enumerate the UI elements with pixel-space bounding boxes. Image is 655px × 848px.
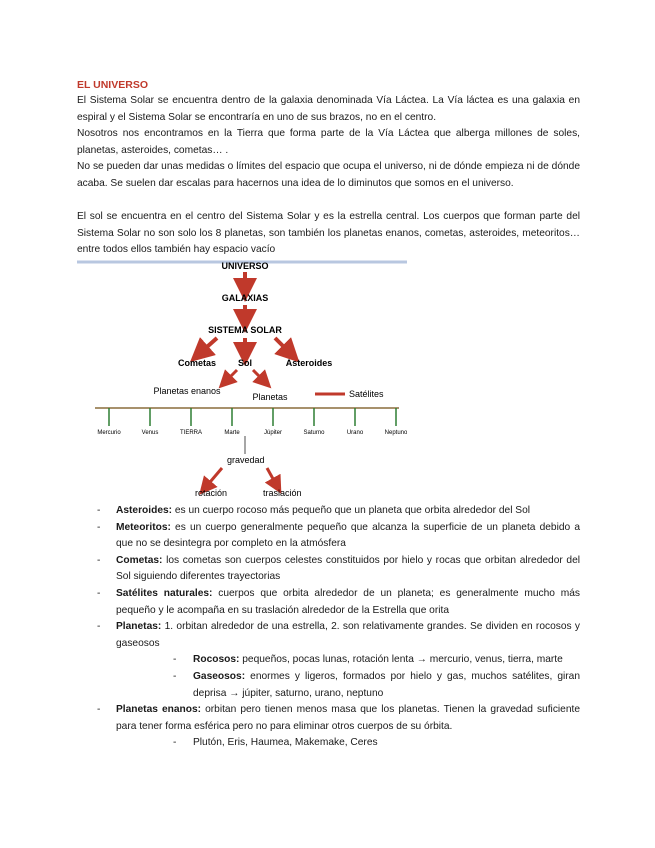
term: Meteoritos	[116, 521, 168, 533]
node-planetas-enanos: Planetas enanos	[153, 386, 221, 396]
dwarf-names: Plutón, Eris, Haumea, Makemake, Ceres	[193, 737, 378, 749]
planet-label: Júpiter	[263, 430, 283, 436]
intro-line-1: El Sistema Solar se encuentra dentro de la galaxia denominada Vía Láctea. La Vía láctea es una galaxia en espiral y el Sistema Solar se encontraría en uno de sus brazos, no en el centro.	[77, 95, 580, 123]
node-sol: Sol	[237, 358, 253, 368]
node-asteroides: Asteroides	[285, 358, 333, 368]
arrow-sol-enanos	[225, 370, 237, 382]
solar-system-paragraph: El sol se encuentra en el centro del Sistema Solar y es la estrella central. Los cuerpos que forman parte del Sistema Solar no son solo los 8 planetas, son también los planetas enanos, cometas, asteroides, meteoritos… entre todos ellos también hay espacio vacío	[77, 211, 580, 256]
node-galaxias: GALAXIAS	[221, 293, 269, 303]
term: Satélites naturales	[116, 587, 210, 599]
node-traslacion: traslación	[263, 488, 302, 498]
planet-label: TIERRA	[179, 430, 203, 436]
arrow-sistema-asteroides	[275, 338, 291, 354]
definition-text: es un cuerpo rocoso más pequeño que un planeta que orbita alrededor del Sol	[172, 505, 531, 516]
universe-diagram	[77, 258, 407, 498]
term-sep: :	[197, 704, 202, 716]
term-sep: :	[236, 654, 240, 666]
list-item-meteoritos	[77, 520, 580, 553]
list-dash: -	[97, 587, 101, 599]
list-dash: -	[97, 704, 101, 716]
term-sep: :	[209, 587, 213, 599]
list-dash: -	[97, 554, 101, 566]
planet-label: Venus	[141, 430, 159, 436]
node-gravedad: gravedad	[227, 455, 265, 465]
arrow-sol-planetas	[253, 370, 265, 382]
definition-text: los cometas son cuerpos celestes constituidos por hielo y rocas que orbitan alrededor del Sol siguiendo diferentes trayectorias	[116, 554, 580, 583]
list-dash: -	[97, 521, 101, 533]
arrow-gravedad-traslacion	[267, 468, 277, 486]
intro-line-3: No se pueden dar unas medidas o límites del espacio que ocupa el universo, ni de dónde empieza ni de dónde acaba. Se suelen dar escalas para hacernos una idea de lo diminutos que somos en el universo.	[77, 161, 580, 189]
list-item-asteroides	[77, 503, 580, 520]
list-dash: -	[173, 737, 177, 749]
list-dash: -	[97, 505, 101, 516]
list-dash: -	[173, 654, 177, 666]
list-item-dwarf-names	[116, 735, 580, 752]
term-sep: :	[159, 554, 163, 566]
node-sistema-solar: SISTEMA SOLAR	[208, 325, 282, 335]
list-item-satelites	[77, 586, 580, 619]
list-dash: -	[173, 670, 177, 682]
list-dash: -	[97, 621, 101, 633]
planet-label: Saturno	[303, 430, 325, 436]
definition-text: orbitan pero tienen menos masa que los planetas. Tienen la gravedad suficiente para tener forma esférica pero no para eliminar otros cuerpos de su órbita.	[116, 704, 580, 732]
list-item-rocosos	[116, 652, 580, 669]
document-title: EL UNIVERSO	[77, 79, 148, 91]
planet-types-list	[116, 652, 580, 702]
definition-text: enormes y ligeros, formados por hielo y gas, muchos satélites, giran deprisa → júpiter, saturno, urano, neptuno	[193, 670, 580, 699]
list-item-gaseosos	[116, 669, 580, 702]
node-cometas: Cometas	[177, 358, 217, 368]
intro-paragraph	[77, 93, 580, 193]
arrow-gravedad-rotacion	[205, 468, 222, 488]
term: Planetas enanos	[116, 704, 198, 716]
term: Rocosos	[193, 654, 237, 666]
definition-text: es un cuerpo generalmente pequeño que alcanza la superficie de un planeta debido a que no se desintegra por completo en la atmósfera	[116, 521, 580, 550]
list-item-planetas-enanos	[77, 702, 580, 752]
definition-text: cuerpos que orbita alrededor de un planeta; es generalmente mucho más pequeño y le acompaña en su traslación alrededor de la Estrella que orita	[116, 587, 581, 616]
dwarf-planets-list	[116, 735, 580, 752]
planet-label: Marte	[224, 430, 240, 436]
definitions-list	[77, 503, 580, 752]
node-universo: UNIVERSO	[221, 261, 269, 271]
term-sep: :	[168, 505, 173, 516]
planet-ticks	[97, 408, 407, 436]
node-rotacion: rotación	[195, 488, 228, 498]
planet-label: Neptuno	[384, 430, 407, 436]
definition-text: pequeños, pocas lunas, rotación lenta → mercurio, venus, tierra, marte	[239, 654, 563, 666]
term-sep: :	[157, 621, 162, 633]
node-satelites: Satélites	[349, 389, 384, 399]
term: Gaseosos	[193, 670, 242, 682]
planet-label: Urano	[346, 430, 364, 436]
term: Cometas	[116, 554, 160, 566]
term-sep: :	[167, 521, 171, 533]
node-planetas: Planetas	[252, 392, 288, 402]
planet-label: Mercurio	[97, 430, 121, 436]
term: Asteroides	[116, 505, 169, 516]
list-item-planetas	[77, 619, 580, 702]
arrow-sistema-cometas	[199, 338, 217, 354]
term: Planetas	[116, 621, 158, 633]
intro-line-2: Nosotros nos encontramos en la Tierra que forma parte de la Vía Láctea que alberga millones de soles, planetas, asteroides, cometas… .	[77, 128, 580, 156]
definition-text: 1. orbitan alrededor de una estrella, 2. son relativamente grandes. Se dividen en rocosos y gaseosos	[116, 621, 580, 649]
list-item-cometas	[77, 553, 580, 586]
term-sep: :	[241, 670, 246, 682]
